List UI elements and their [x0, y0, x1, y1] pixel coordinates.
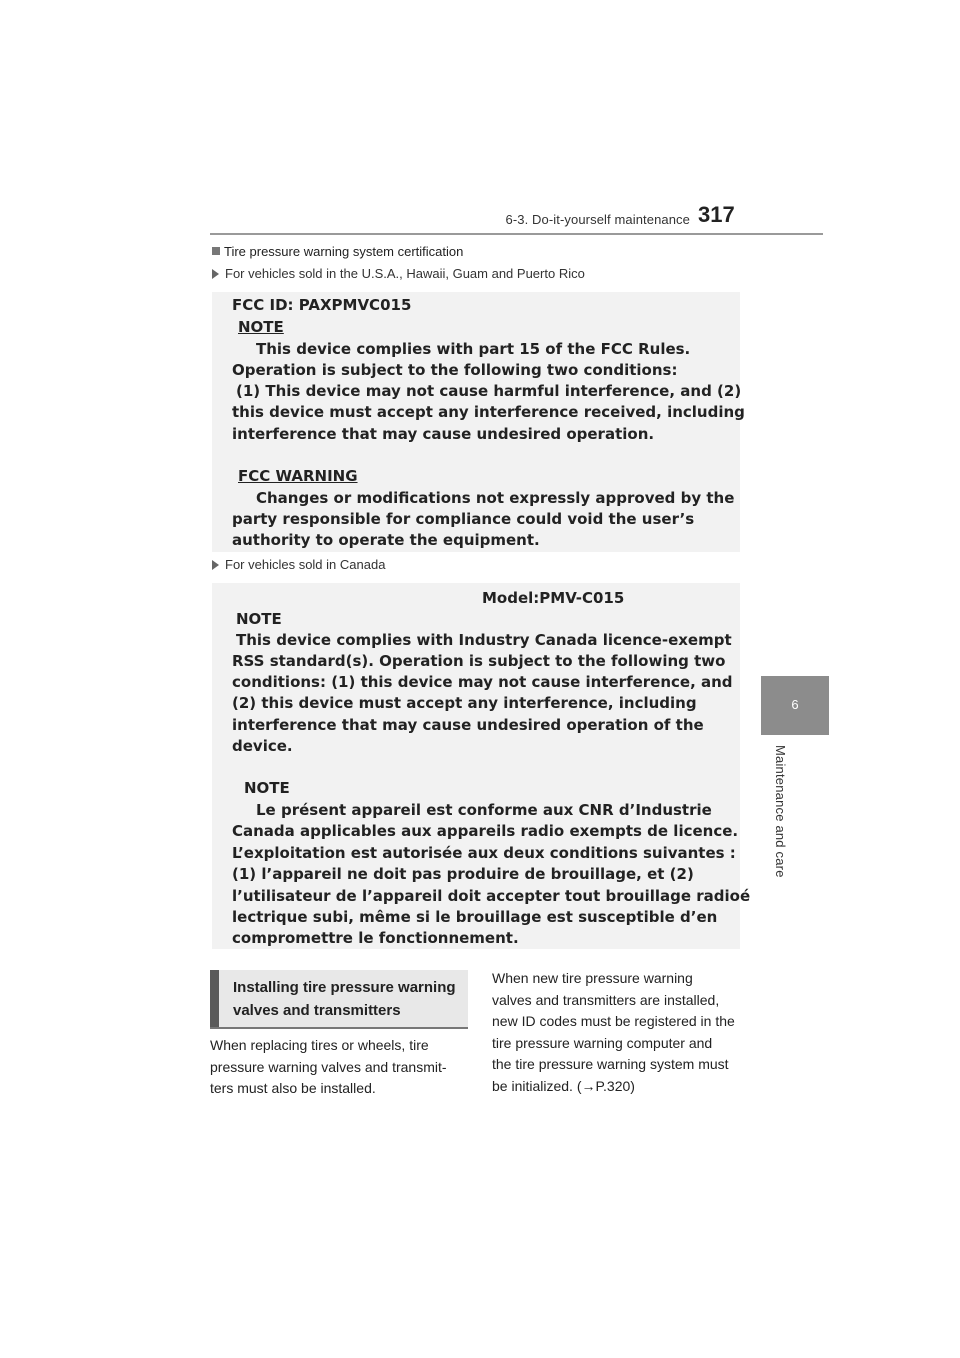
- chapter-tab-label: Maintenance and care: [773, 745, 788, 878]
- label-line: (1) This device may not cause harmful interference, and (2): [236, 382, 742, 400]
- ic-label-image: [212, 583, 751, 949]
- paragraph-line: When replacing tires or wheels, tire: [210, 1037, 429, 1053]
- label-line: authority to operate the equipment.: [232, 531, 540, 549]
- label-line: Canada applicables aux appareils radio exempts de licence.: [232, 822, 739, 840]
- label-model: Model:PMV-C015: [482, 589, 625, 607]
- paragraph-line: ters must also be installed.: [210, 1080, 376, 1096]
- header-divider: [210, 233, 823, 235]
- label-line: this device must accept any interference received, including: [232, 403, 745, 421]
- section-heading: [212, 244, 463, 259]
- label-line: NOTE: [236, 610, 282, 628]
- install-heading: [233, 976, 469, 1022]
- paragraph-line: the tire pressure warning system must: [492, 1056, 729, 1072]
- install-paragraph-right: [492, 968, 762, 1097]
- label-line: L’exploitation est autorisée aux deux conditions suivantes :: [232, 844, 736, 862]
- paragraph-line: new ID codes must be registered in the: [492, 1013, 735, 1029]
- square-bullet-icon: [212, 247, 220, 255]
- subheading-canada: [212, 557, 385, 572]
- triangle-bullet-icon: [212, 560, 219, 570]
- subheading-usa-text: For vehicles sold in the U.S.A., Hawaii, Guam and Puerto Rico: [225, 266, 585, 281]
- label-line: NOTE: [244, 779, 290, 797]
- header-section-title: 6-3. Do-it-yourself maintenance: [505, 212, 690, 227]
- label-line: device.: [232, 737, 293, 755]
- triangle-bullet-icon: [212, 269, 219, 279]
- label-line: (1) l’appareil ne doit pas produire de brouillage, et (2): [232, 865, 694, 883]
- label-line: RSS standard(s). Operation is subject to the following two: [232, 652, 726, 670]
- label-line: lectrique subi, même si le brouillage est susceptible d’en: [232, 908, 718, 926]
- label-line: This device complies with Industry Canada licence-exempt: [236, 631, 732, 649]
- label-line: Changes or modifications not expressly approved by the: [256, 489, 735, 507]
- label-line: (2) this device must accept any interference, including: [232, 694, 697, 712]
- paragraph-line: valves and transmitters are installed,: [492, 991, 720, 1008]
- paragraph-line: When new tire pressure warning: [492, 970, 693, 986]
- section-heading-text: Tire pressure warning system certification: [224, 244, 464, 259]
- label-line: interference that may cause undesired operation of the: [232, 716, 704, 734]
- subheading-usa: [212, 266, 585, 281]
- paragraph-line: be initialized. (→P.320): [492, 1077, 635, 1094]
- label-line: l’utilisateur de l’appareil doit accepter tout brouillage radioé: [232, 887, 751, 905]
- install-heading-line: valves and transmitters: [233, 1002, 401, 1019]
- page-number: 317: [698, 202, 735, 227]
- subheading-canada-text: For vehicles sold in Canada: [225, 557, 386, 572]
- install-heading-box: [210, 970, 468, 1028]
- label-line: This device complies with part 15 of the FCC Rules.: [256, 340, 691, 358]
- label-line: Operation is subject to the following two conditions:: [232, 361, 678, 379]
- chapter-tab-number: 6: [791, 697, 799, 712]
- paragraph-line: pressure warning valves and transmit-: [210, 1058, 447, 1075]
- label-line: FCC WARNING: [238, 467, 358, 485]
- label-line: Le présent appareil est conforme aux CNR d’Industrie: [256, 801, 712, 819]
- install-heading-line: Installing tire pressure warning: [233, 979, 456, 996]
- label-line: party responsible for compliance could void the user’s: [232, 510, 695, 528]
- install-paragraph-left: [210, 1035, 472, 1100]
- install-heading-underline: [210, 1027, 468, 1029]
- fcc-label-image: [212, 292, 745, 552]
- label-line: FCC ID: PAXPMVC015: [232, 296, 412, 314]
- label-line: interference that may cause undesired operation.: [232, 425, 655, 443]
- paragraph-line: tire pressure warning computer and: [492, 1034, 713, 1051]
- label-line: compromettre le fonctionnement.: [232, 929, 519, 947]
- label-line: NOTE: [238, 318, 284, 336]
- label-line: conditions: (1) this device may not cause interference, and: [232, 673, 733, 691]
